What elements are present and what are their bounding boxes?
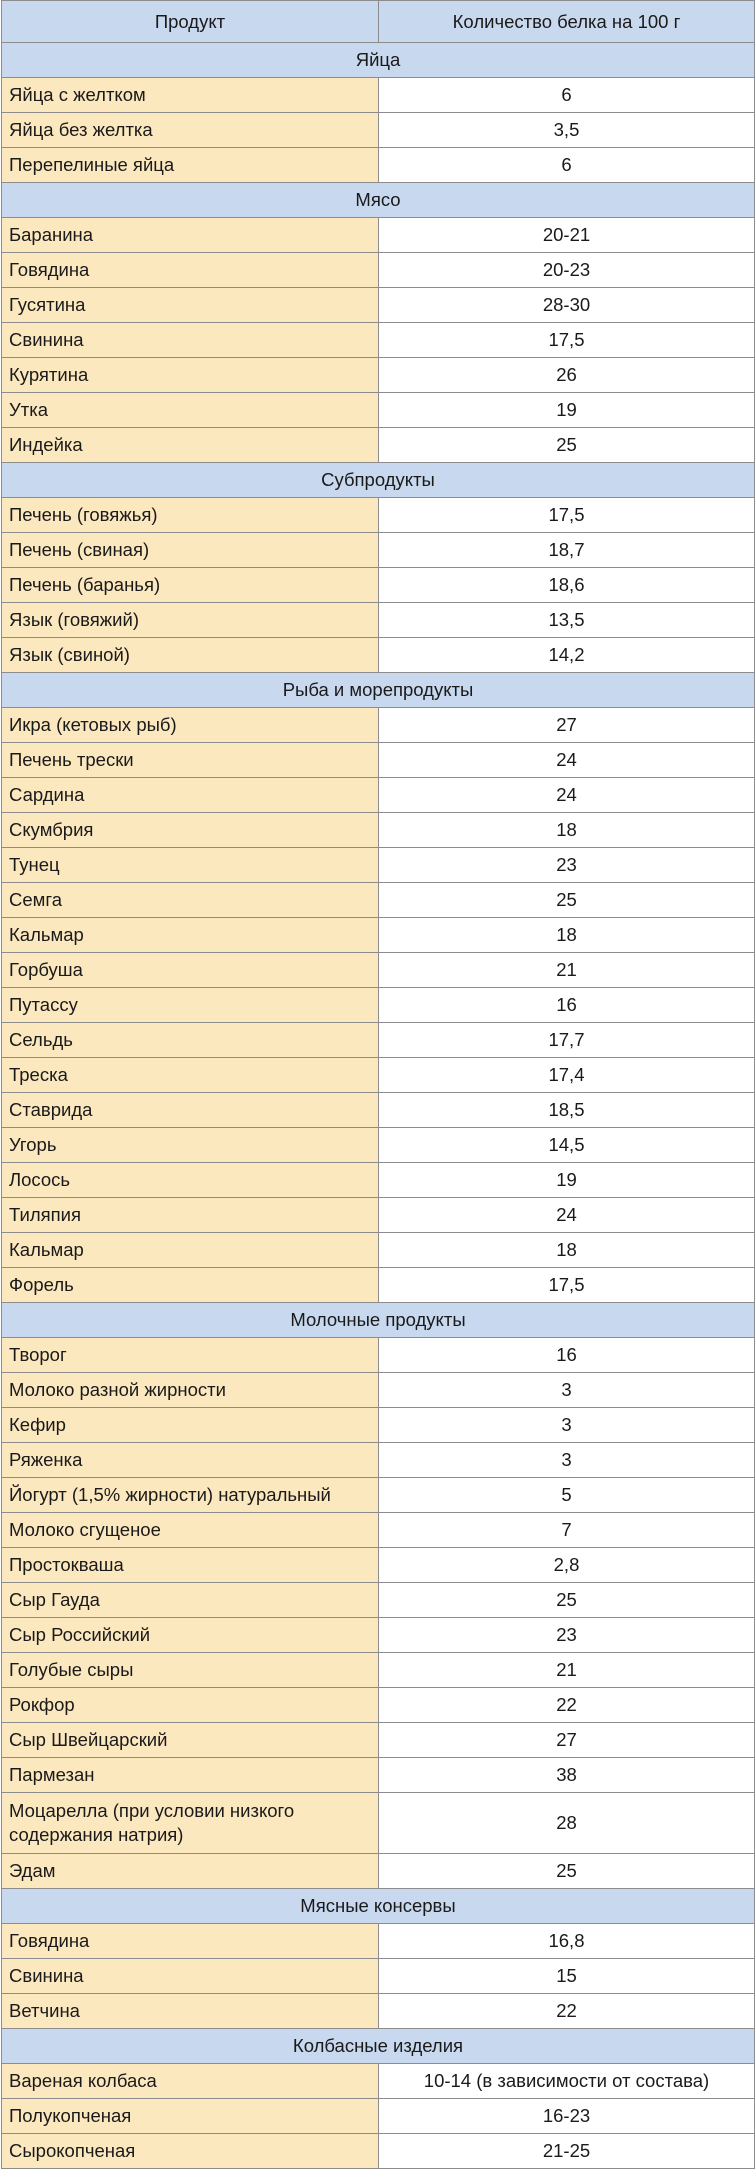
- product-cell: Индейка: [2, 428, 379, 463]
- protein-value-cell: 27: [379, 1723, 755, 1758]
- protein-table: [1, 0, 755, 2169]
- protein-value-cell: 28-30: [379, 288, 755, 323]
- product-cell: Тиляпия: [2, 1198, 379, 1233]
- table-row: [2, 883, 755, 918]
- protein-value-cell: 3: [379, 1408, 755, 1443]
- header-protein: Количество белка на 100 г: [379, 1, 755, 43]
- product-cell: Говядина: [2, 253, 379, 288]
- table-row: [2, 2064, 755, 2099]
- protein-value-cell: 19: [379, 1163, 755, 1198]
- product-cell: Икра (кетовых рыб): [2, 708, 379, 743]
- protein-value-cell: 18,6: [379, 568, 755, 603]
- table-row: [2, 1793, 755, 1854]
- table-row: [2, 1758, 755, 1793]
- protein-value-cell: 6: [379, 148, 755, 183]
- product-cell: Рокфор: [2, 1688, 379, 1723]
- product-cell: Сыр Российский: [2, 1618, 379, 1653]
- product-cell: Яйца с желтком: [2, 78, 379, 113]
- table-row: [2, 393, 755, 428]
- protein-value-cell: 3: [379, 1373, 755, 1408]
- protein-value-cell: 16: [379, 1338, 755, 1373]
- protein-value-cell: 28: [379, 1793, 755, 1854]
- product-cell: Сельдь: [2, 1023, 379, 1058]
- table-row: [2, 253, 755, 288]
- table-row: [2, 1653, 755, 1688]
- category-row: [2, 463, 755, 498]
- product-cell: Гусятина: [2, 288, 379, 323]
- table-row: [2, 1959, 755, 1994]
- protein-value-cell: 24: [379, 743, 755, 778]
- product-cell: Баранина: [2, 218, 379, 253]
- table-row: [2, 2099, 755, 2134]
- protein-value-cell: 21: [379, 1653, 755, 1688]
- protein-value-cell: 22: [379, 1688, 755, 1723]
- table-row: [2, 1723, 755, 1758]
- protein-value-cell: 14,2: [379, 638, 755, 673]
- table-row: [2, 218, 755, 253]
- table-row: [2, 498, 755, 533]
- protein-value-cell: 7: [379, 1513, 755, 1548]
- product-cell: Лосось: [2, 1163, 379, 1198]
- protein-value-cell: 6: [379, 78, 755, 113]
- protein-value-cell: 18,5: [379, 1093, 755, 1128]
- table-row: [2, 428, 755, 463]
- table-row: [2, 1994, 755, 2029]
- product-cell: Ветчина: [2, 1994, 379, 2029]
- table-row: [2, 1268, 755, 1303]
- table-row: [2, 1163, 755, 1198]
- product-cell: Молоко сгущеное: [2, 1513, 379, 1548]
- table-row: [2, 288, 755, 323]
- product-cell: Язык (свиной): [2, 638, 379, 673]
- category-row: [2, 1889, 755, 1924]
- protein-value-cell: 3,5: [379, 113, 755, 148]
- table-header-row: [2, 1, 755, 43]
- product-cell: Свинина: [2, 323, 379, 358]
- category-title: Субпродукты: [2, 463, 755, 498]
- product-cell: Голубые сыры: [2, 1653, 379, 1688]
- product-cell: Язык (говяжий): [2, 603, 379, 638]
- product-cell: Йогурт (1,5% жирности) натуральный: [2, 1478, 379, 1513]
- table-row: [2, 603, 755, 638]
- table-row: [2, 1058, 755, 1093]
- product-cell: Курятина: [2, 358, 379, 393]
- table-row: [2, 1583, 755, 1618]
- table-row: [2, 568, 755, 603]
- table-row: [2, 323, 755, 358]
- protein-value-cell: 21-25: [379, 2134, 755, 2169]
- category-title: Мясо: [2, 183, 755, 218]
- protein-value-cell: 25: [379, 428, 755, 463]
- table-body: [2, 43, 755, 2169]
- protein-value-cell: 24: [379, 778, 755, 813]
- product-cell: Семга: [2, 883, 379, 918]
- product-cell: Эдам: [2, 1854, 379, 1889]
- product-cell: Кальмар: [2, 918, 379, 953]
- product-cell: Сыр Гауда: [2, 1583, 379, 1618]
- table-row: [2, 1478, 755, 1513]
- product-cell: Форель: [2, 1268, 379, 1303]
- table-row: [2, 1338, 755, 1373]
- protein-value-cell: 20-23: [379, 253, 755, 288]
- product-cell: Перепелиные яйца: [2, 148, 379, 183]
- product-cell: Сыр Швейцарский: [2, 1723, 379, 1758]
- category-title: Яйца: [2, 43, 755, 78]
- table-row: [2, 918, 755, 953]
- product-cell: Тунец: [2, 848, 379, 883]
- table-row: [2, 1408, 755, 1443]
- protein-value-cell: 5: [379, 1478, 755, 1513]
- product-cell: Ряженка: [2, 1443, 379, 1478]
- table-row: [2, 743, 755, 778]
- table-row: [2, 1128, 755, 1163]
- protein-value-cell: 18,7: [379, 533, 755, 568]
- product-cell: Треска: [2, 1058, 379, 1093]
- protein-value-cell: 18: [379, 1233, 755, 1268]
- protein-value-cell: 19: [379, 393, 755, 428]
- table-row: [2, 813, 755, 848]
- protein-value-cell: 23: [379, 848, 755, 883]
- protein-value-cell: 17,5: [379, 1268, 755, 1303]
- table-row: [2, 848, 755, 883]
- category-row: [2, 2029, 755, 2064]
- table-row: [2, 708, 755, 743]
- product-cell: Сырокопченая: [2, 2134, 379, 2169]
- table-row: [2, 1924, 755, 1959]
- protein-value-cell: 25: [379, 1854, 755, 1889]
- protein-value-cell: 17,5: [379, 498, 755, 533]
- category-row: [2, 183, 755, 218]
- product-cell: Ставрида: [2, 1093, 379, 1128]
- product-cell: Печень трески: [2, 743, 379, 778]
- protein-value-cell: 13,5: [379, 603, 755, 638]
- table-row: [2, 533, 755, 568]
- protein-value-cell: 10-14 (в зависимости от состава): [379, 2064, 755, 2099]
- protein-value-cell: 24: [379, 1198, 755, 1233]
- product-cell: Вареная колбаса: [2, 2064, 379, 2099]
- protein-value-cell: 21: [379, 953, 755, 988]
- protein-value-cell: 20-21: [379, 218, 755, 253]
- table-row: [2, 1373, 755, 1408]
- product-cell: Печень (говяжья): [2, 498, 379, 533]
- protein-value-cell: 18: [379, 918, 755, 953]
- protein-value-cell: 17,4: [379, 1058, 755, 1093]
- product-cell: Сардина: [2, 778, 379, 813]
- product-cell: Кальмар: [2, 1233, 379, 1268]
- category-row: [2, 1303, 755, 1338]
- category-row: [2, 673, 755, 708]
- product-cell: Путассу: [2, 988, 379, 1023]
- protein-value-cell: 16: [379, 988, 755, 1023]
- product-cell: Говядина: [2, 1924, 379, 1959]
- table-row: [2, 358, 755, 393]
- table-row: [2, 778, 755, 813]
- header-product: Продукт: [2, 1, 379, 43]
- protein-value-cell: 2,8: [379, 1548, 755, 1583]
- protein-value-cell: 17,7: [379, 1023, 755, 1058]
- product-cell: Пармезан: [2, 1758, 379, 1793]
- table-row: [2, 953, 755, 988]
- product-cell: Горбуша: [2, 953, 379, 988]
- table-row: [2, 1233, 755, 1268]
- table-row: [2, 1688, 755, 1723]
- table-row: [2, 148, 755, 183]
- protein-value-cell: 3: [379, 1443, 755, 1478]
- product-cell: Скумбрия: [2, 813, 379, 848]
- category-title: Молочные продукты: [2, 1303, 755, 1338]
- product-cell: Яйца без желтка: [2, 113, 379, 148]
- product-cell: Простокваша: [2, 1548, 379, 1583]
- table-row: [2, 113, 755, 148]
- table-row: [2, 1854, 755, 1889]
- product-cell: Утка: [2, 393, 379, 428]
- table-row: [2, 1513, 755, 1548]
- table-row: [2, 1548, 755, 1583]
- table-row: [2, 638, 755, 673]
- protein-value-cell: 15: [379, 1959, 755, 1994]
- protein-value-cell: 25: [379, 1583, 755, 1618]
- protein-value-cell: 38: [379, 1758, 755, 1793]
- category-title: Рыба и морепродукты: [2, 673, 755, 708]
- protein-value-cell: 18: [379, 813, 755, 848]
- table-row: [2, 1618, 755, 1653]
- protein-value-cell: 14,5: [379, 1128, 755, 1163]
- product-cell: Печень (баранья): [2, 568, 379, 603]
- protein-value-cell: 26: [379, 358, 755, 393]
- product-cell: Моцарелла (при условии низкого содержания натрия): [2, 1793, 379, 1854]
- protein-value-cell: 16-23: [379, 2099, 755, 2134]
- table-row: [2, 1023, 755, 1058]
- category-row: [2, 43, 755, 78]
- table-row: [2, 2134, 755, 2169]
- product-cell: Свинина: [2, 1959, 379, 1994]
- product-cell: Угорь: [2, 1128, 379, 1163]
- product-cell: Кефир: [2, 1408, 379, 1443]
- protein-value-cell: 25: [379, 883, 755, 918]
- table-row: [2, 1198, 755, 1233]
- product-cell: Молоко разной жирности: [2, 1373, 379, 1408]
- protein-value-cell: 17,5: [379, 323, 755, 358]
- table-row: [2, 988, 755, 1023]
- protein-value-cell: 22: [379, 1994, 755, 2029]
- protein-value-cell: 16,8: [379, 1924, 755, 1959]
- table-row: [2, 1443, 755, 1478]
- product-cell: Полукопченая: [2, 2099, 379, 2134]
- category-title: Мясные консервы: [2, 1889, 755, 1924]
- table-row: [2, 1093, 755, 1128]
- product-cell: Творог: [2, 1338, 379, 1373]
- protein-value-cell: 27: [379, 708, 755, 743]
- table-row: [2, 78, 755, 113]
- product-cell: Печень (свиная): [2, 533, 379, 568]
- category-title: Колбасные изделия: [2, 2029, 755, 2064]
- protein-value-cell: 23: [379, 1618, 755, 1653]
